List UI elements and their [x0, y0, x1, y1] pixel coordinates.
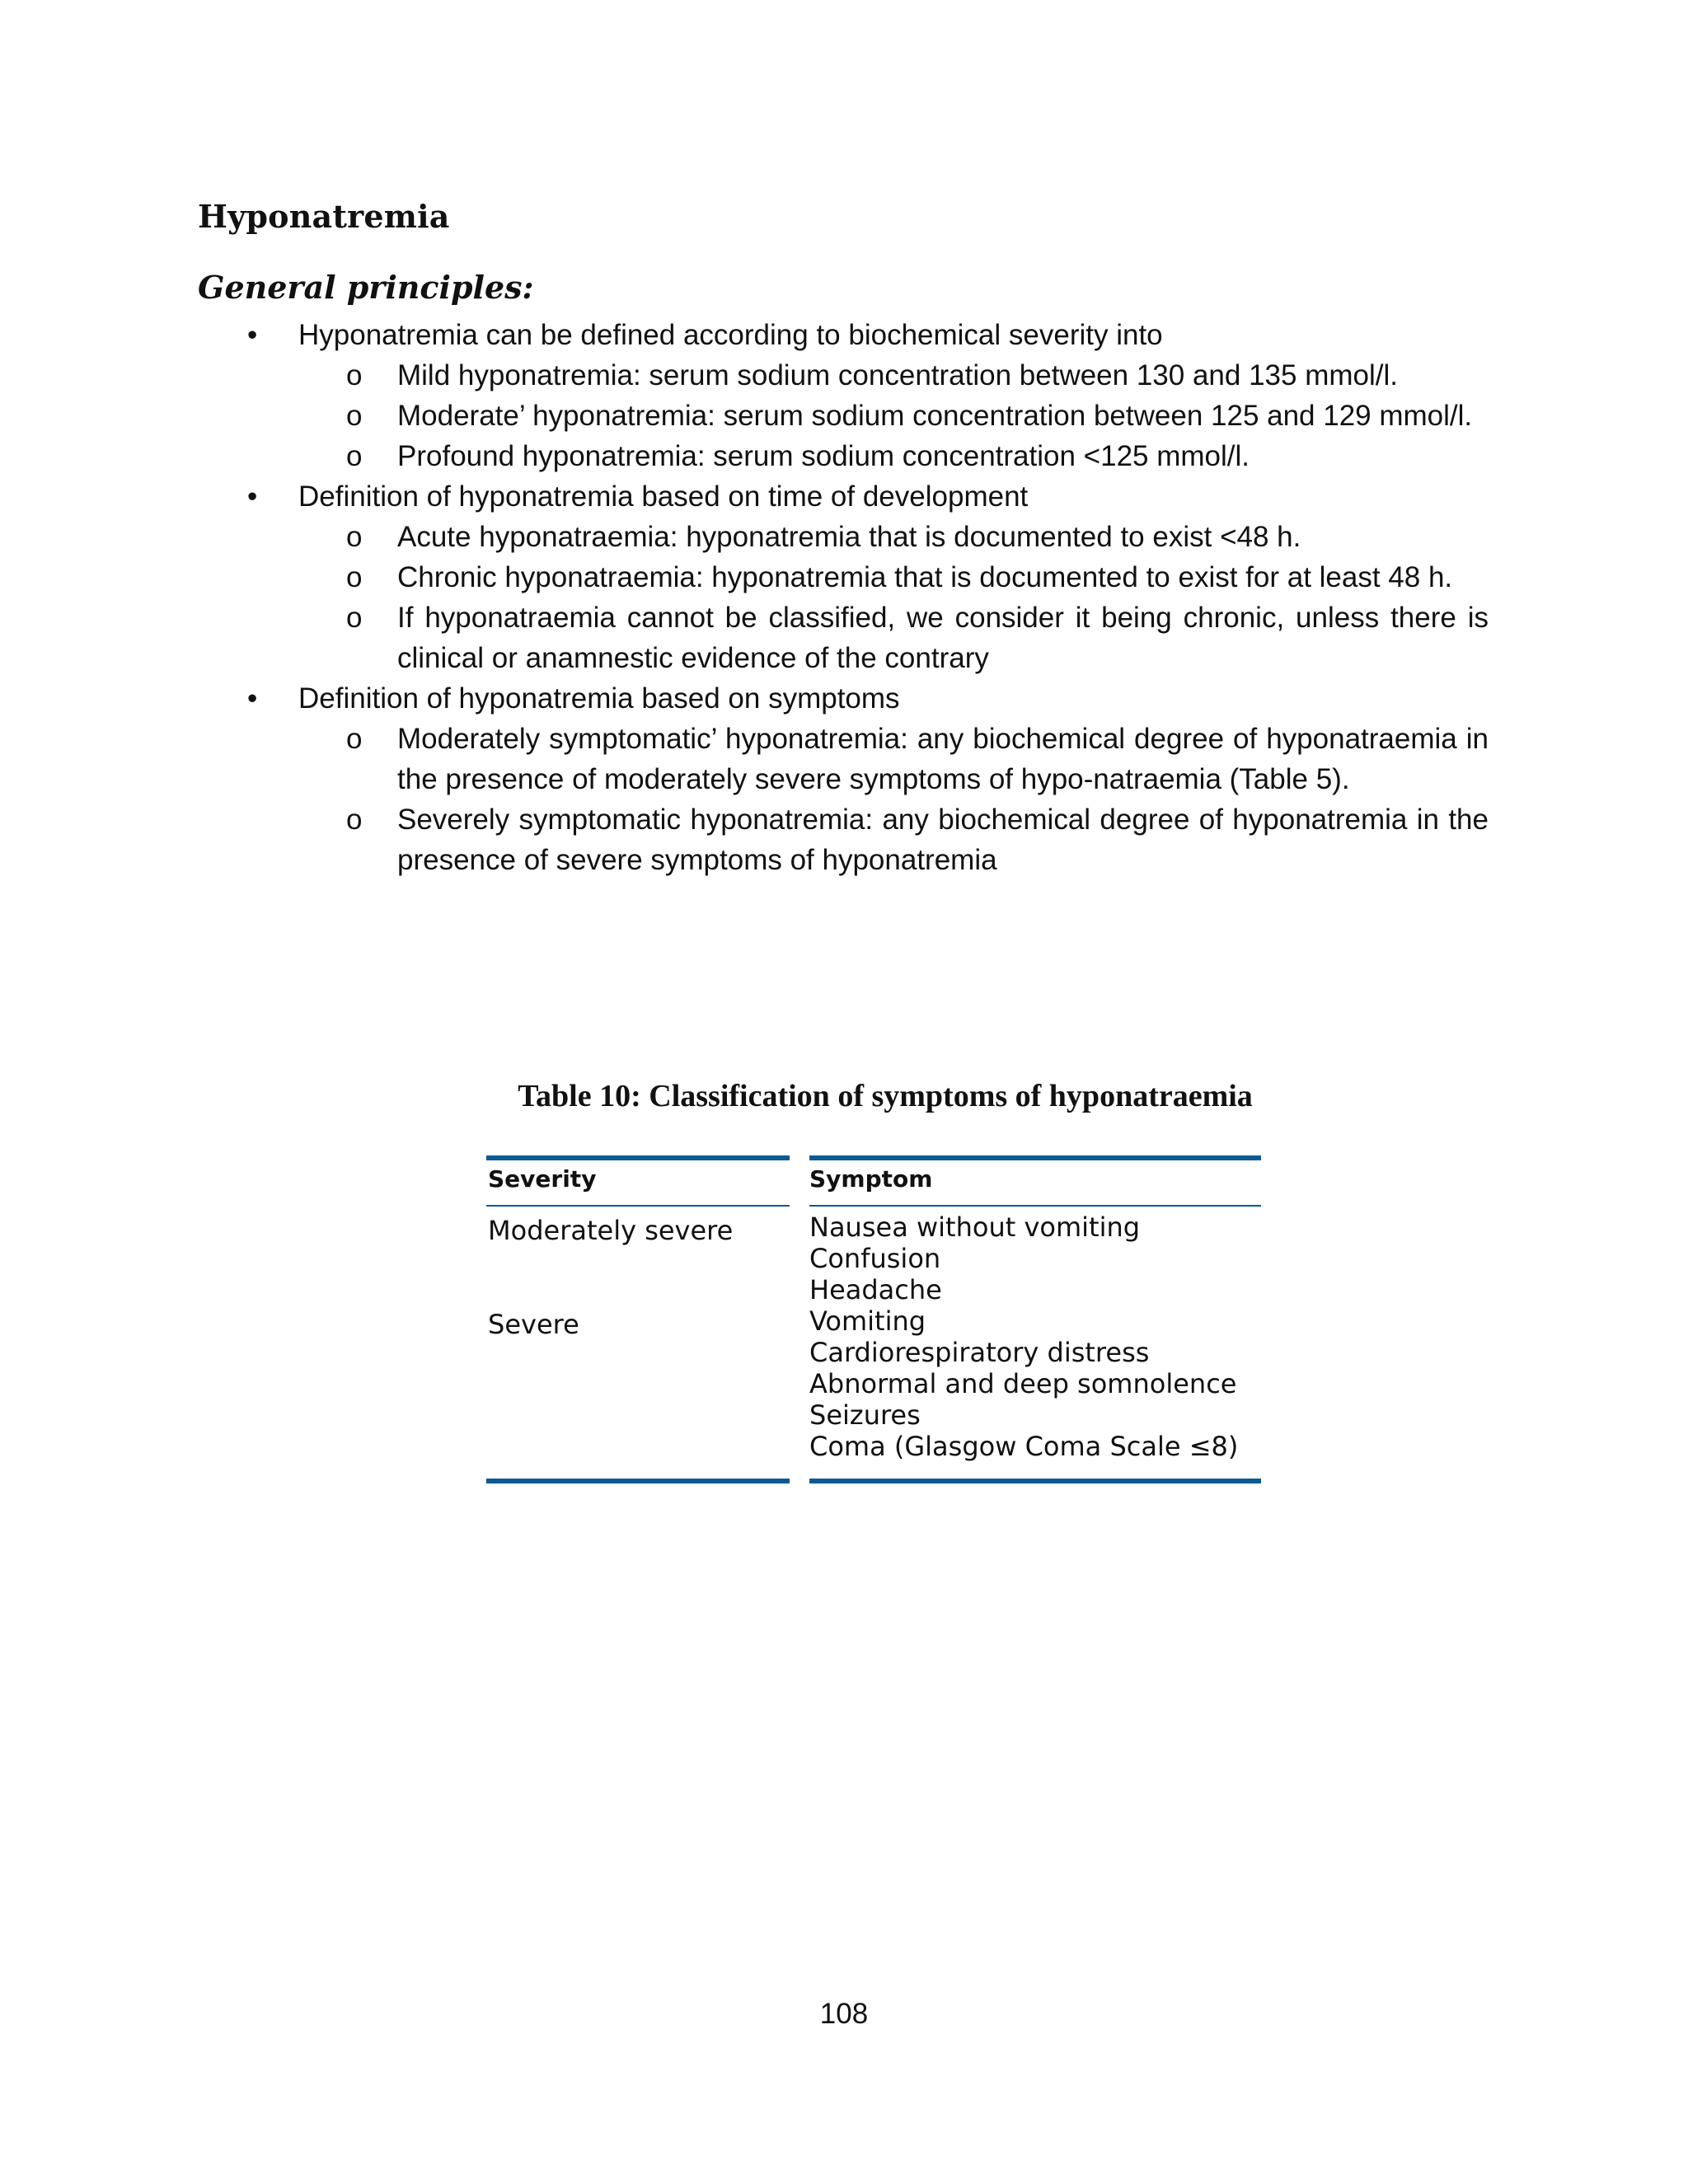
- table-title: Table 10: Classification of symptoms of hyponatraemia: [518, 1079, 1253, 1113]
- sub-bullet-marker: o: [346, 440, 363, 472]
- table-header-rule-symptom: [809, 1205, 1261, 1207]
- table-bottom-rule-severity: [486, 1479, 790, 1483]
- table-top-rule-severity: [486, 1155, 790, 1160]
- bullet-marker: •: [247, 682, 258, 715]
- sub-bullet-text: Mild hyponatremia: serum sodium concentration between 130 and 135 mmol/l.: [397, 359, 1398, 391]
- sub-bullet-text: Profound hyponatremia: serum sodium concentration <125 mmol/l.: [397, 440, 1250, 472]
- table-cell-symptom: Vomiting: [809, 1305, 926, 1337]
- sub-bullet-marker: o: [346, 400, 363, 432]
- sub-bullet-marker: o: [346, 804, 363, 836]
- table-header-symptom: Symptom: [809, 1165, 933, 1193]
- sub-bullet-text: Severely symptomatic hyponatremia: any biochemical degree of hyponatremia in the presence of severe symptoms of hyponatremia: [397, 804, 1489, 876]
- bullet-text: Hyponatremia can be defined according to biochemical severity into: [298, 319, 1163, 351]
- sub-bullet-marker: o: [346, 359, 363, 391]
- table-cell-symptom: Confusion: [809, 1243, 941, 1274]
- bullet-text: Definition of hyponatremia based on symptoms: [298, 682, 900, 715]
- section-heading: Hyponatremia: [198, 198, 450, 235]
- sub-bullet-text: Acute hyponatraemia: hyponatremia that is documented to exist <48 h.: [397, 521, 1301, 553]
- bullet-marker: •: [247, 319, 258, 351]
- sub-bullet-marker: o: [346, 561, 363, 593]
- table-top-rule-symptom: [809, 1155, 1261, 1160]
- sub-bullet-text: If hyponatraemia cannot be classified, we consider it being chronic, unless there is clinical or anamnestic evidence of the contrary: [397, 602, 1489, 674]
- sub-bullet-marker: o: [346, 723, 363, 755]
- table-cell-severity: Severe: [488, 1309, 579, 1340]
- symptom-list: [809, 1212, 1238, 1462]
- table-cell-symptom: Abnormal and deep somnolence: [809, 1368, 1237, 1399]
- table-cell-symptom: Nausea without vomiting: [809, 1212, 1141, 1243]
- bullet-text: Definition of hyponatremia based on time of development: [298, 480, 1029, 513]
- table-cell-symptom: Headache: [809, 1274, 942, 1305]
- sub-bullet-marker: o: [346, 521, 363, 553]
- table-bottom-rule-symptom: [809, 1479, 1261, 1483]
- table-header-rule-severity: [486, 1205, 790, 1207]
- table-cell-severity: Moderately severe: [488, 1215, 734, 1246]
- bullet-marker: •: [247, 480, 258, 513]
- sub-bullet-marker: o: [346, 602, 363, 634]
- sub-bullet-text: Moderately symptomatic’ hyponatremia: any biochemical degree of hyponatraemia in the presence of moderately severe symptoms of hypo-natraemia (Table 5).: [397, 723, 1489, 795]
- subsection-heading: General principles:: [198, 269, 534, 306]
- table-header-severity: Severity: [488, 1165, 597, 1193]
- table-cell-symptom: Cardiorespiratory distress: [809, 1337, 1150, 1368]
- sub-bullet-text: Chronic hyponatraemia: hyponatremia that is documented to exist for at least 48 h.: [397, 561, 1453, 593]
- page-number: 108: [819, 1998, 869, 2030]
- table-cell-symptom: Coma (Glasgow Coma Scale ≤8): [809, 1431, 1239, 1462]
- sub-bullet-text: Moderate’ hyponatremia: serum sodium concentration between 125 and 129 mmol/l.: [397, 400, 1473, 432]
- table-cell-symptom: Seizures: [809, 1399, 921, 1431]
